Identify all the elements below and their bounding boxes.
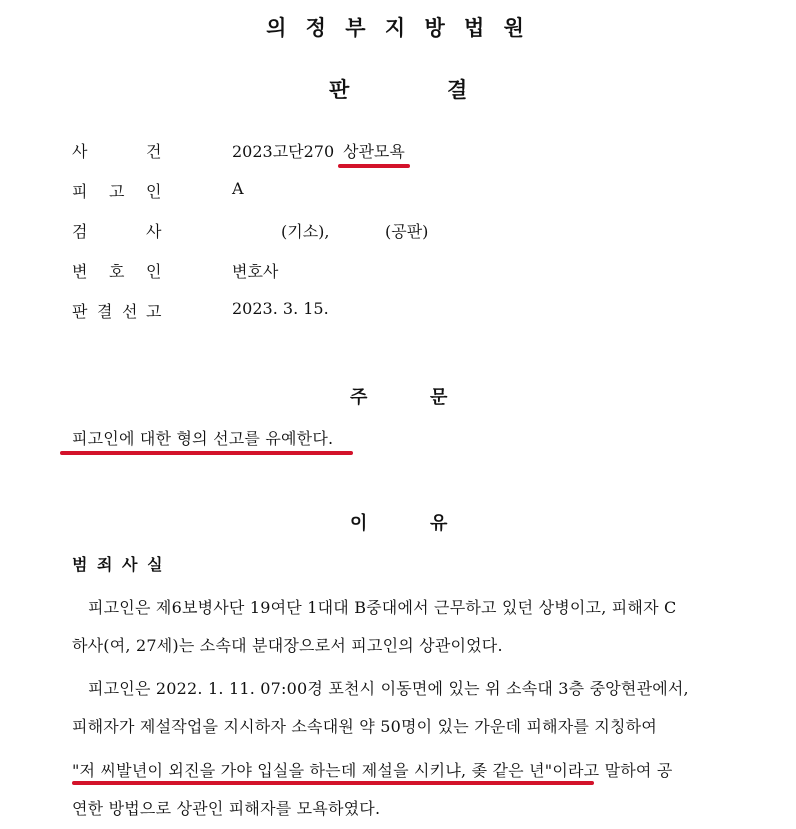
prosecutor-trial: (공판) [385, 222, 429, 241]
redacted-prosecutor-name [232, 221, 278, 237]
ruling-title-right: 문 [430, 387, 448, 408]
verdict-label-char: 고 [146, 302, 162, 321]
reason-title-right: 유 [430, 513, 448, 534]
ruling-text: 피고인에 대한 형의 선고를 유예한다. [72, 429, 334, 448]
lawyer-name: 변호사 [232, 262, 279, 281]
defendant-name: A [232, 179, 244, 198]
case-name-underline [338, 164, 410, 168]
lawyer-label-char: 호 [109, 262, 125, 281]
case-name: 상관모욕 [343, 142, 405, 161]
verdict-label-char: 판 [72, 302, 88, 321]
judgment-title-right: 결 [447, 78, 468, 102]
facts-paragraph-line: 하사(여, 27세)는 소속대 분대장으로서 피고인의 상관이었다. [72, 636, 503, 655]
case-number: 2023고단270 [232, 142, 335, 161]
redacted-lawyer-name [286, 261, 346, 277]
court-name: 의 정 부 지 방 법 원 [266, 16, 530, 40]
ruling-underline [60, 451, 353, 455]
verdict-label-char: 결 [97, 302, 113, 321]
facts-paragraph-line: 피고인은 제6보병사단 19여단 1대대 B중대에서 근무하고 있던 상병이고, 피해자 C [88, 598, 677, 617]
facts-paragraph-line: 연한 방법으로 상관인 피해자를 모욕하였다. [72, 799, 381, 818]
defendant-label-char: 고 [109, 182, 125, 201]
verdict-label-char: 선 [122, 302, 138, 321]
prosecutor-label-char: 사 [146, 222, 162, 241]
case-label-char: 사 [72, 142, 88, 161]
judgment-title-left: 판 [329, 78, 350, 102]
lawyer-label-char: 변 [72, 262, 88, 281]
case-label-char: 건 [146, 142, 162, 161]
reason-title-left: 이 [350, 513, 368, 534]
prosecutor-indict: (기소), [281, 222, 330, 241]
ruling-title-left: 주 [350, 387, 368, 408]
defendant-label-char: 피 [72, 182, 88, 201]
verdict-date: 2023. 3. 15. [232, 299, 329, 318]
facts-paragraph-line: "저 씨발년이 외진을 가야 입실을 하는데 제설을 시키냐, 좆 같은 년"이라고 말하여 공 [72, 761, 673, 780]
lawyer-label-char: 인 [146, 262, 162, 281]
redacted-prosecutor-name [338, 221, 380, 237]
facts-heading: 범 죄 사 실 [72, 555, 165, 574]
facts-paragraph-line: 피해자가 제설작업을 지시하자 소속대원 약 50명이 있는 가운데 피해자를 지칭하여 [72, 717, 657, 736]
prosecutor-label-char: 검 [72, 222, 88, 241]
defendant-label-char: 인 [146, 182, 162, 201]
quote-underline [72, 781, 594, 785]
facts-paragraph-line: 피고인은 2022. 1. 11. 07:00경 포천시 이동면에 있는 위 소속대 3층 중앙현관에서, [88, 679, 689, 698]
